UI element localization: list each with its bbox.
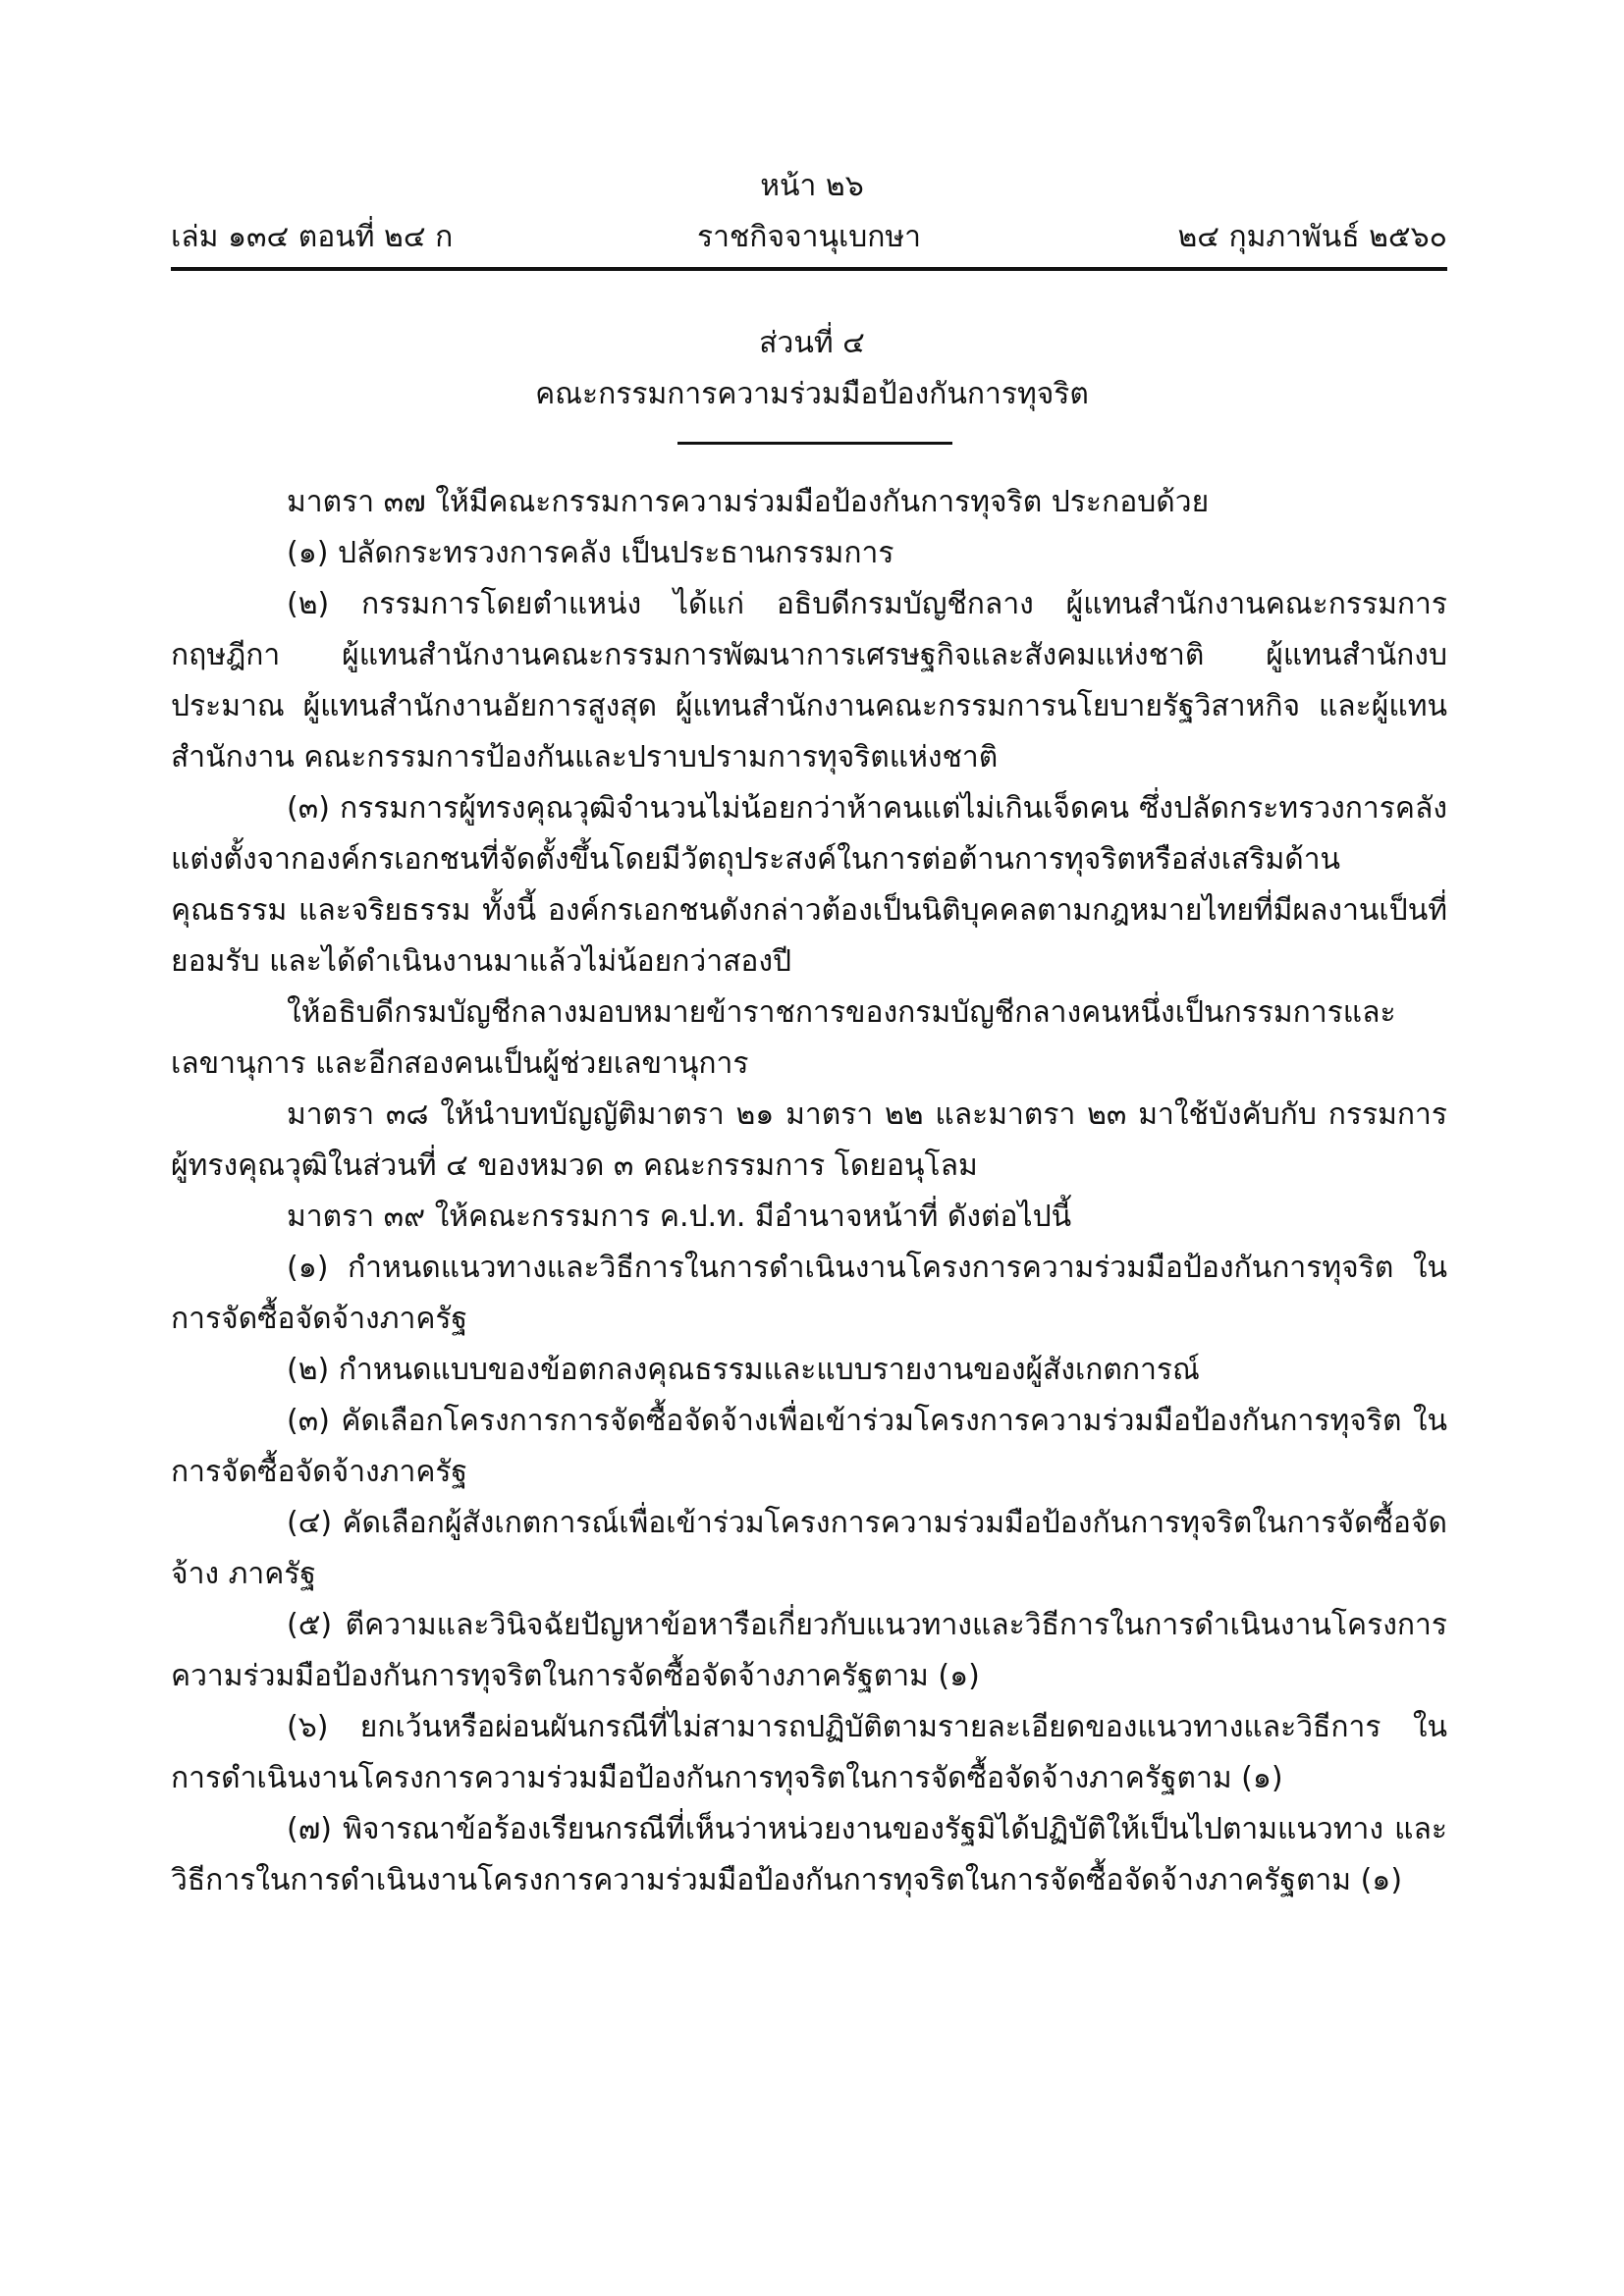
paragraph-duty-5: (๕) ตีความและวินิจฉัยปัญหาข้อหารือเกี่ยวกับแนวทางและวิธีการในการดำเนินงานโครงการ ความร่วมมือป้องกันการทุจริตในการจัดซื้อจัดจ้างภาครัฐตาม (๑): [171, 1608, 1447, 1693]
paragraph-duty-2: (๒) กำหนดแบบของข้อตกลงคุณธรรมและแบบรายงานของผู้สังเกตการณ์: [287, 1353, 1200, 1387]
paragraph-secretary: ให้อธิบดีกรมบัญชีกลางมอบหมายข้าราชการของกรมบัญชีกลางคนหนึ่งเป็นกรรมการและเลขานุการ และอีกสองคนเป็นผู้ช่วยเลขานุการ: [171, 995, 1396, 1081]
document-body: [171, 477, 1447, 1906]
paragraph-duty-7: (๗) พิจารณาข้อร้องเรียนกรณีที่เห็นว่าหน่วยงานของรัฐมิได้ปฏิบัติให้เป็นไปตามแนวทาง และวิธีการในการดำเนินงานโครงการความร่วมมือป้องกันการทุจริตในการจัดซื้อจัดจ้างภาครัฐตาม (๑): [171, 1812, 1447, 1897]
paragraph-section-38: มาตรา ๓๘ ให้นำบทบัญญัติมาตรา ๒๑ มาตรา ๒๒ และมาตรา ๒๓ มาใช้บังคับกับ กรรมการผู้ทรงคุณวุฒิในส่วนที่ ๔ ของหมวด ๓ คณะกรรมการ โดยอนุโลม: [171, 1097, 1447, 1183]
gazette-header: [171, 218, 1447, 261]
paragraph-duty-1: (๑) กำหนดแนวทางและวิธีการในการดำเนินงานโครงการความร่วมมือป้องกันการทุจริต ในการจัดซื้อจัดจ้างภาครัฐ: [171, 1251, 1447, 1336]
section-title: คณะกรรมการความร่วมมือป้องกันการทุจริต: [535, 377, 1089, 411]
paragraph-item-2: (๒) กรรมการโดยตำแหน่ง ได้แก่ อธิบดีกรมบัญชีกลาง ผู้แทนสำนักงานคณะกรรมการกฤษฎีกา ผู้แทนสำนักงานคณะกรรมการพัฒนาการเศรษฐกิจและสังคมแห่งชาติ ผู้แทนสำนักงบประมาณ ผู้แทนสำนักงานอัยการสูงสุด ผู้แทนสำนักงานคณะกรรมการนโยบายรัฐวิสาหกิจ และผู้แทนสำนักงาน คณะกรรมการป้องกันและปราบปรามการทุจริตแห่งชาติ: [171, 587, 1447, 774]
paragraph-duty-3: (๓) คัดเลือกโครงการการจัดซื้อจัดจ้างเพื่อเข้าร่วมโครงการความร่วมมือป้องกันการทุจริต ในการจัดซื้อจัดจ้างภาครัฐ: [171, 1404, 1447, 1489]
publication-name: ราชกิจจานุเบกษา: [696, 220, 922, 254]
paragraph-duty-4: (๔) คัดเลือกผู้สังเกตการณ์เพื่อเข้าร่วมโครงการความร่วมมือป้องกันการทุจริตในการจัดซื้อจัดจ้าง ภาครัฐ: [171, 1506, 1447, 1591]
publication-date: ๒๔ กุมภาพันธ์ ๒๕๖๐: [1177, 220, 1447, 254]
paragraph-item-1: (๑) ปลัดกระทรวงการคลัง เป็นประธานกรรมการ: [287, 536, 894, 570]
section-number: ส่วนที่ ๔: [759, 326, 865, 360]
paragraph-item-3: (๓) กรรมการผู้ทรงคุณวุฒิจำนวนไม่น้อยกว่าห้าคนแต่ไม่เกินเจ็ดคน ซึ่งปลัดกระทรวงการคลัง แต่งตั้งจากองค์กรเอกชนที่จัดตั้งขึ้นโดยมีวัตถุประสงค์ในการต่อต้านการทุจริตหรือส่งเสริมด้านคุณธรรม และจริยธรรม ทั้งนี้ องค์กรเอกชนดังกล่าวต้องเป็นนิติบุคคลตามกฎหมายไทยที่มีผลงานเป็นที่ยอมรับ และได้ดำเนินงานมาแล้วไม่น้อยกว่าสองปี: [171, 791, 1447, 979]
page-number: หน้า ๒๖: [760, 169, 864, 203]
volume-issue: เล่ม ๑๓๔ ตอนที่ ๒๔ ก: [171, 220, 454, 254]
header-divider: [171, 267, 1447, 271]
paragraph-duty-6: (๖) ยกเว้นหรือผ่อนผันกรณีที่ไม่สามารถปฏิบัติตามรายละเอียดของแนวทางและวิธีการ ในการดำเนินงานโครงการความร่วมมือป้องกันการทุจริตในการจัดซื้อจัดจ้างภาครัฐตาม (๑): [171, 1710, 1447, 1795]
paragraph-section-39: มาตรา ๓๙ ให้คณะกรรมการ ค.ป.ท. มีอำนาจหน้าที่ ดังต่อไปนี้: [287, 1200, 1072, 1234]
section-divider: [677, 442, 952, 445]
paragraph-section-37: มาตรา ๓๗ ให้มีคณะกรรมการความร่วมมือป้องกันการทุจริต ประกอบด้วย: [287, 485, 1210, 519]
